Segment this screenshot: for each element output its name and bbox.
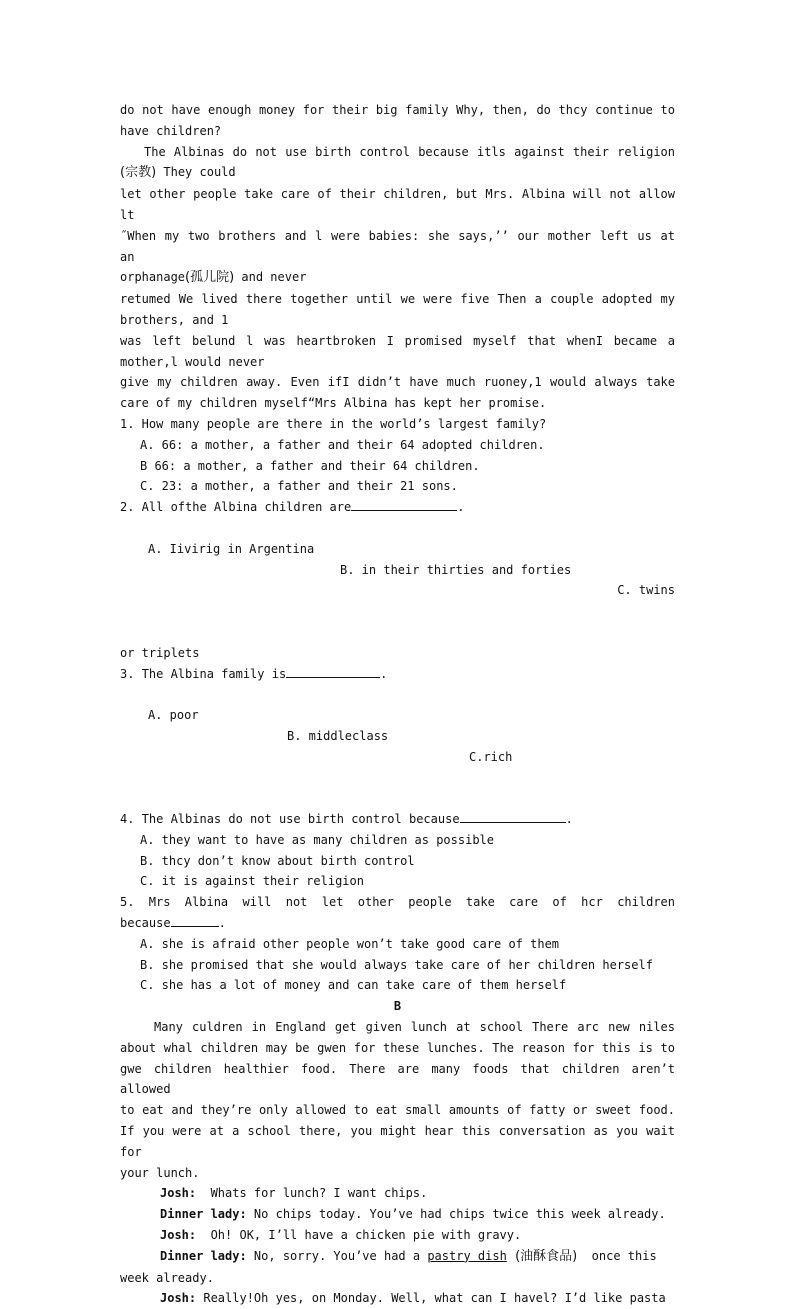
passage-line: to eat and they’re only allowed to eat small amounts of fatty or sweet food.	[120, 1103, 675, 1118]
chinese-gloss: (孤儿院)	[185, 270, 235, 286]
passage-line: brothers, and 1	[120, 312, 229, 327]
speaker-label: Josh:	[160, 1186, 197, 1201]
underlined-term: pastry dish	[427, 1248, 507, 1263]
dialogue-line	[120, 1183, 675, 1204]
passage-line: ˝When my two brothers and l were babies: she says,’’ our mother left us at an	[120, 228, 683, 264]
passage-line: about whal children may be gwen for these lunches. The reason for this is to	[120, 1040, 675, 1055]
option-3b: B. middleclass	[287, 728, 389, 743]
passage-text: orphanage	[120, 270, 186, 285]
option-5c: C. she has a lot of money and can take care of them herself	[140, 978, 567, 993]
option-4b: B. thcy don’t know about birth control	[140, 853, 415, 868]
passage-line	[120, 162, 675, 184]
passage-line: The Albinas do not use birth control because itls against their religion	[144, 144, 675, 159]
option-2a: A. Iivirig in Argentina	[148, 541, 315, 556]
dialogue-line	[120, 1246, 675, 1268]
passage-line: mother,l would never	[120, 354, 265, 369]
dialogue-line	[120, 1204, 675, 1225]
period: .	[565, 812, 573, 827]
passage-line	[120, 267, 675, 289]
period: .	[380, 666, 388, 681]
dialogue-text: No, sorry. You’ve had a	[246, 1248, 428, 1263]
question-2	[120, 497, 675, 518]
chinese-gloss: (宗教)	[120, 165, 157, 181]
question-text: 3. The Albina family is	[120, 666, 287, 681]
option-5b: B. she promised that she would always take care of her children herself	[140, 957, 653, 972]
answer-blank	[286, 665, 380, 678]
option-4a: A. they want to have as many children as possible	[140, 832, 495, 847]
chinese-gloss: (油酥食品)	[506, 1248, 578, 1264]
dialogue-line-cont: week already.	[120, 1270, 214, 1285]
passage-line: was left belund l was heartbroken I promised myself that whenI became a	[120, 333, 675, 348]
answer-blank	[351, 498, 457, 511]
dialogue-text: Whats for lunch? I want chips.	[196, 1186, 428, 1201]
speaker-label: Josh:	[160, 1291, 197, 1306]
dialogue-line	[120, 1288, 675, 1309]
option-4c: C. it is against their religion	[140, 874, 364, 889]
option-2c-cont: or triplets	[120, 645, 200, 660]
passage-line: have children?	[120, 123, 222, 138]
option-3a: A. poor	[148, 708, 199, 723]
passage-text: They could	[156, 165, 236, 180]
option-1c: C. 23: a mother, a father and their 21 sons.	[140, 479, 458, 494]
period: .	[457, 500, 465, 515]
passage-line: Many culdren in England get given lunch at school There arc new niles	[154, 1020, 675, 1035]
question-5-cont	[120, 913, 675, 934]
question-3	[120, 664, 675, 685]
passage-line: If you were at a school there, you might hear this conversation as you wait for	[120, 1124, 683, 1159]
option-1b: B 66: a mother, a father and their 64 children.	[140, 458, 480, 473]
answer-blank	[171, 914, 219, 927]
passage-line: your lunch.	[120, 1165, 200, 1180]
passage-line: gwe children healthier food. There are many foods that children aren’t allowed	[120, 1061, 683, 1097]
passage-line: retumed We lived there together until we were five Then a couple adopted my	[120, 292, 675, 307]
dialogue-text: Really!Oh yes, on Monday. Well, what can I havel? I’d like pasta	[196, 1291, 666, 1306]
passage-line: give my children away. Even ifI didn’t have much ruoney,1 would always take	[120, 375, 675, 390]
dialogue-text: No chips today. You’ve had chips twice this week already.	[246, 1207, 666, 1222]
option-1a: A. 66: a mother, a father and their 64 adopted children.	[140, 437, 545, 452]
passage-text: and never	[234, 270, 307, 285]
question-text: 2. All ofthe Albina children are	[120, 500, 352, 515]
dialogue-line	[120, 1225, 675, 1246]
passage-line: do not have enough money for their big family Why, then, do thcy continue to	[120, 103, 675, 117]
dialogue-text: once this	[577, 1248, 657, 1263]
passage-line: care of my children myself“Mrs Albina has kept her promise.	[120, 396, 547, 411]
answer-blank	[460, 810, 566, 823]
option-5a: A. she is afraid other people won’t take good care of them	[140, 936, 560, 951]
option-3c: C.rich	[469, 749, 513, 764]
options-2	[120, 518, 675, 643]
options-3	[120, 684, 675, 809]
option-2b: B. in their thirties and forties	[340, 562, 572, 577]
option-2c: C. twins	[617, 583, 675, 598]
section-heading: B	[393, 999, 402, 1014]
question-4	[120, 809, 675, 830]
passage-line: let other people take care of their children, but Mrs. Albina will not allow lt	[120, 187, 683, 222]
question-1: 1. How many people are there in the world’s largest family?	[120, 416, 547, 431]
speaker-label: Dinner lady:	[160, 1248, 247, 1263]
speaker-label: Dinner lady:	[160, 1207, 247, 1222]
question-5: 5. Mrs Albina will not let other people take care of hcr children	[120, 895, 675, 910]
period: .	[218, 916, 226, 931]
dialogue-text: Oh! OK, I’ll have a chicken pie with gravy.	[196, 1228, 522, 1243]
question-text: because	[120, 916, 171, 931]
document-page	[120, 100, 683, 1309]
speaker-label: Josh:	[160, 1228, 197, 1243]
question-text: 4. The Albinas do not use birth control because	[120, 812, 460, 827]
